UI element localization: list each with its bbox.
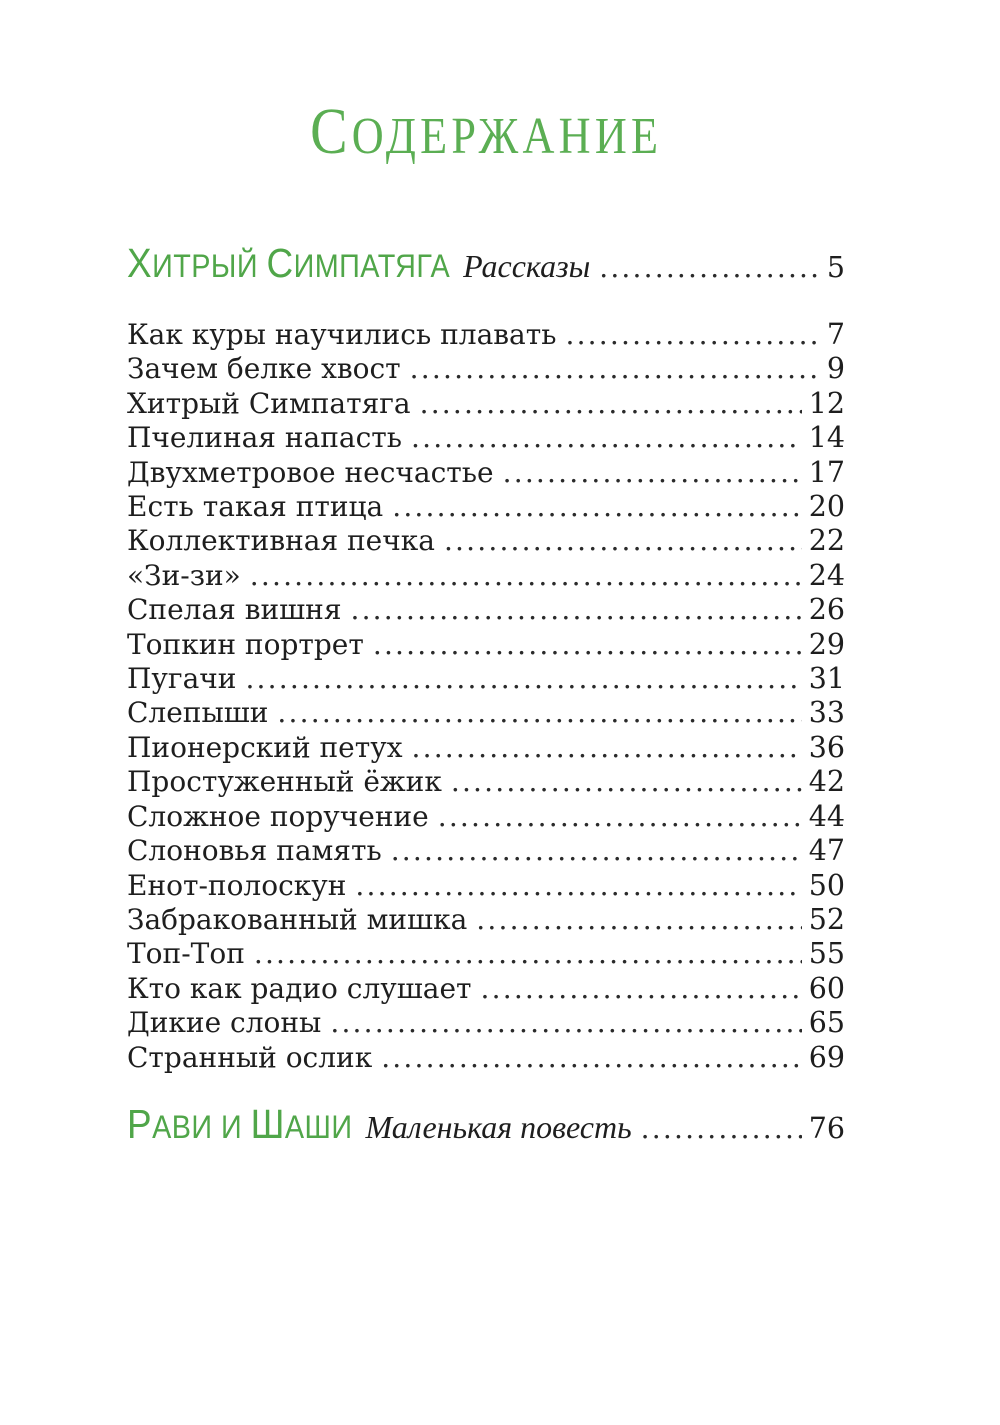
entry-page-number: 60 xyxy=(808,971,845,1005)
entry-page-number: 29 xyxy=(808,627,845,661)
toc-entry xyxy=(127,869,845,903)
toc-entry xyxy=(127,628,845,662)
dot-leader xyxy=(420,387,802,421)
section-header xyxy=(127,240,845,296)
entry-page-number: 52 xyxy=(808,902,845,936)
toc-entry xyxy=(127,559,845,593)
toc-entry xyxy=(127,1041,845,1075)
entry-title: Енот-полоскун xyxy=(127,868,347,902)
dot-leader xyxy=(438,800,802,834)
entry-page-number: 31 xyxy=(808,662,845,696)
toc-entry xyxy=(127,387,845,421)
toc-entry xyxy=(127,903,845,937)
dot-leader xyxy=(277,696,801,730)
section-subtitle: Рассказы xyxy=(463,248,591,284)
entry-title: Слоновья память xyxy=(127,834,382,868)
dot-leader xyxy=(410,352,820,386)
dot-leader xyxy=(373,628,802,662)
dot-leader xyxy=(381,1041,802,1075)
entry-title: Как куры научились плавать xyxy=(127,318,557,351)
entry-title: Пионерский петух xyxy=(127,730,403,764)
dot-leader xyxy=(481,972,802,1006)
dot-leader xyxy=(599,245,820,291)
dot-leader xyxy=(391,834,802,868)
dot-leader xyxy=(412,731,802,765)
entry-page-number: 50 xyxy=(808,868,845,902)
toc-entry xyxy=(127,352,845,386)
dot-leader xyxy=(245,662,801,696)
entry-title: Есть такая птица xyxy=(127,490,384,524)
table-of-contents xyxy=(127,240,845,1157)
toc-entry xyxy=(127,1006,845,1040)
toc-entry xyxy=(127,731,845,765)
section-subtitle: Маленькая повесть xyxy=(365,1108,632,1145)
entry-page-number: 22 xyxy=(808,524,845,558)
toc-entry xyxy=(127,800,845,834)
entry-title: Коллективная печка xyxy=(127,524,435,558)
entry-title: Кто как радио слушает xyxy=(127,971,472,1005)
entry-page-number: 42 xyxy=(808,765,845,799)
entry-title: Зачем белке хвост xyxy=(127,352,401,386)
entry-page-number: 36 xyxy=(808,730,845,764)
dot-leader xyxy=(503,456,802,490)
entry-page-number: 24 xyxy=(808,558,845,592)
dot-leader xyxy=(641,1106,802,1152)
page-title: СОДЕРЖАНИЕ xyxy=(309,95,663,168)
toc-entry xyxy=(127,318,845,352)
toc-section xyxy=(127,1101,845,1157)
section-page-number: 76 xyxy=(808,1111,845,1145)
dot-leader xyxy=(254,937,802,971)
section-title: ХИТРЫЙ СИМПАТЯГА xyxy=(127,240,451,286)
entry-page-number: 12 xyxy=(808,386,845,420)
entry-title: Сложное поручение xyxy=(127,799,429,833)
entry-page-number: 44 xyxy=(808,799,845,833)
entry-title: Пугачи xyxy=(127,662,237,696)
toc-entry xyxy=(127,765,845,799)
toc-section xyxy=(127,240,845,1075)
entry-page-number: 20 xyxy=(808,490,845,524)
toc-entry xyxy=(127,696,845,730)
dot-leader xyxy=(565,318,819,352)
entry-title: Двухметровое несчастье xyxy=(127,455,494,489)
entry-page-number: 47 xyxy=(808,834,845,868)
toc-entry xyxy=(127,593,845,627)
entry-title: Хитрый Симпатяга xyxy=(127,386,411,420)
entry-page-number: 65 xyxy=(808,1006,845,1040)
entry-title: Пчелиная напасть xyxy=(127,421,402,455)
dot-leader xyxy=(355,869,801,903)
entry-page-number: 7 xyxy=(826,318,845,351)
entry-page-number: 14 xyxy=(808,421,845,455)
entry-page-number: 69 xyxy=(808,1040,845,1074)
section-title: РАВИ И ШАШИ xyxy=(127,1100,353,1147)
entry-title: «Зи-зи» xyxy=(127,558,241,592)
dot-leader xyxy=(451,765,802,799)
entry-title: Слепыши xyxy=(127,696,269,730)
toc-entry xyxy=(127,524,845,558)
entry-title: Спелая вишня xyxy=(127,593,342,627)
dot-leader xyxy=(411,421,802,455)
entry-title: Забракованный мишка xyxy=(127,902,468,936)
dot-leader xyxy=(392,490,802,524)
toc-entry xyxy=(127,421,845,455)
toc-entry xyxy=(127,662,845,696)
entry-page-number: 26 xyxy=(808,593,845,627)
toc-entry xyxy=(127,937,845,971)
dot-leader xyxy=(250,559,802,593)
entry-page-number: 55 xyxy=(808,937,845,971)
entry-title: Странный ослик xyxy=(127,1040,373,1074)
entry-title: Топкин портрет xyxy=(127,627,364,661)
dot-leader xyxy=(444,524,802,558)
entry-list xyxy=(127,318,845,1075)
entry-title: Топ-Топ xyxy=(127,937,245,971)
toc-entry xyxy=(127,490,845,524)
section-page-number: 5 xyxy=(826,251,845,284)
toc-entry xyxy=(127,972,845,1006)
toc-entry xyxy=(127,456,845,490)
entry-title: Простуженный ёжик xyxy=(127,765,442,799)
entry-page-number: 9 xyxy=(826,352,845,386)
dot-leader xyxy=(350,593,801,627)
entry-title: Дикие слоны xyxy=(127,1006,322,1040)
dot-leader xyxy=(476,903,801,937)
entry-page-number: 17 xyxy=(808,455,845,489)
entry-page-number: 33 xyxy=(808,696,845,730)
dot-leader xyxy=(330,1006,801,1040)
toc-entry xyxy=(127,834,845,868)
section-header xyxy=(127,1101,845,1157)
